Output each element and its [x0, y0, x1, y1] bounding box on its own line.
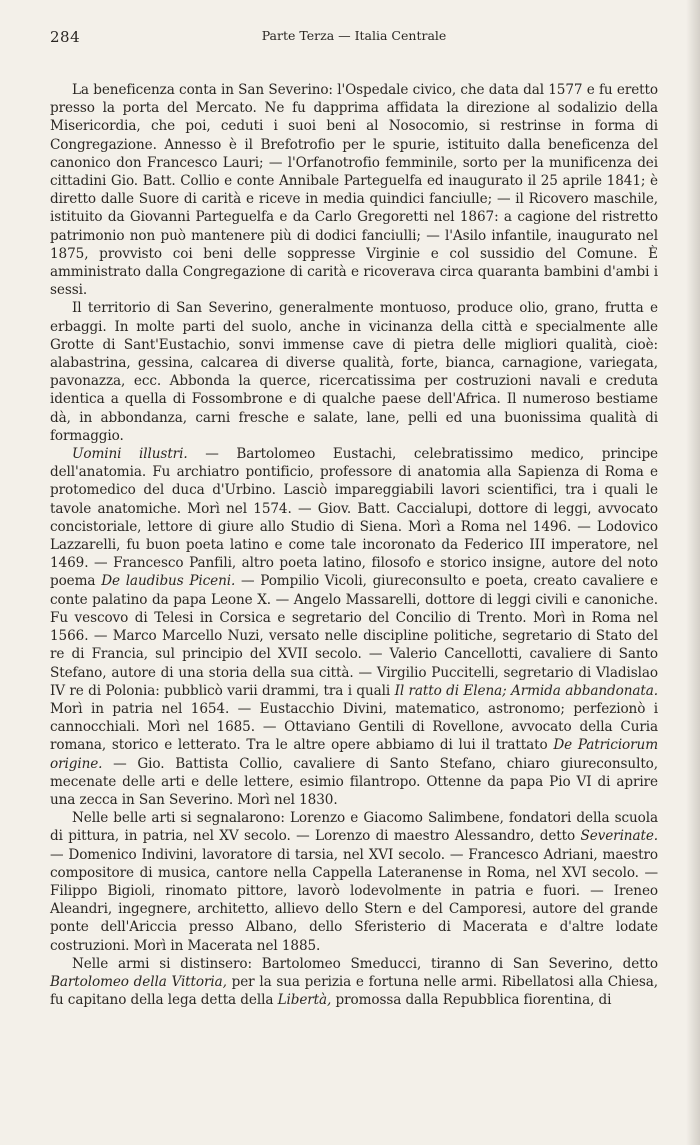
page-edge-shadow [686, 0, 700, 1145]
book-page [50, 28, 658, 1009]
paragraph-illustrious-men: Uomini illustri. — Bartolomeo Eustachi, celebratissimo medico, principe dell'anatomia. Fu archiatro pontificio, professore di anatomia alla Sapienza di Roma e protomedico del duca d'Urbino. Lasciò impareggiabili lavori scientifici, tra i quali le tavole anatomiche. Morì nel 1574. — Giov. Batt. Caccialupi, dottore di leggi, avvocato concistoriale, lettore di giure allo Studio di Siena. Morì a Roma nel 1496. — Lodovico Lazzarelli, fu buon poeta latino e come tale incoronato da Federico III imperatore, nel 1469. — Francesco Panfili, altro poeta latino, filosofo e storico insigne, autore del noto poema De laudibus Piceni. — Pompilio Vicoli, giureconsulto e poeta, creato cavaliere e conte palatino da papa Leone X. — Angelo Massarelli, dottore di leggi civili e canoniche. Fu vescovo di Telesi in Corsica e segretario del Concilio di Trento. Morì in Roma nel 1566. — Marco Marcello Nuzi, versato nelle discipline politiche, segretario di Stato del re di Francia, sul principio del XVII secolo. — Valerio Cancellotti, cavaliere di Santo Stefano, autore di una storia della sua città. — Virgilio Puccitelli, segretario di Vladislao IV re di Polonia: pubblicò varii drammi, tra i quali Il ratto di Elena; Armida abbandonata. Morì in patria nel 1654. — Eustacchio Divini, matematico, astronomo; perfezionò i cannocchiali. Morì nel 1685. — Ottaviano Gentili di Rovellone, avvocato della Curia romana, storico e letterato. Tra le altre opere abbiamo di lui il trattato De Patriciorum origine. — Gio. Battista Collio, cavaliere di Santo Stefano, chiaro giureconsulto, mecenate delle arti e delle lettere, esimio filantropo. Ottenne da papa Pio VI di aprire una zecca in San Severino. Morì nel 1830. [50, 446, 658, 808]
page-number: 284 [50, 28, 81, 46]
page-header [50, 28, 658, 53]
paragraph-arms: Nelle armi si distinsero: Bartolomeo Smeducci, tiranno di San Severino, detto Bartolomeo della Vittoria, per la sua perizia e fortuna nelle armi. Ribellatosi alla Chiesa, fu capitano della lega detta della Libertà, promossa dalla Repubblica fiorentina, di [50, 955, 658, 1009]
paragraph-territory: Il territorio di San Severino, generalmente montuoso, produce olio, grano, frutta e erbaggi. In molte parti del suolo, anche in vicinanza della città e specialmente alle Grotte di Sant'Eustachio, sonvi immense cave di pietra delle migliori qualità, cioè: alabastrina, gessina, calcarea di diverse qualità, forte, bianca, carnagione, variegata, pavonazza, ecc. Abbonda la querce, ricercatissima per costruzioni navali e creduta identica a quella di Fossombrone e di qualche paese dell'Africa. Il numeroso bestiame dà, in abbondanza, carni fresche e salate, lane, pelli ed una buonissima qualità di formaggio. [50, 300, 658, 444]
paragraph-charity: La beneficenza conta in San Severino: l'Ospedale civico, che data dal 1577 e fu eretto presso la porta del Mercato. Ne fu dapprima affidata la direzione al sodalizio della Misericordia, che poi, ceduti i suoi beni al Nosocomio, si restrinse in forma di Congregazione. Annesso è il Brefotrofio per le spurie, istituito dalla beneficenza del canonico don Francesco Lauri; — l'Orfanotrofio femminile, sorto per la munificenza dei cittadini Gio. Batt. Collio e conte Annibale Parteguelfa ed inaugurato il 25 aprile 1841; è diretto dalle Suore di carità e riceve in media quindici fanciulle; — il Ricovero maschile, istituito da Giovanni Parteguelfa e da Carlo Gregoretti nel 1867: a cagione del ristretto patrimonio non può mantenere più di dodici fanciulli; — l'Asilo infantile, inaugurato nel 1875, provvisto coi beni delle soppresse Virginie e col sussidio del Comune. È amministrato dalla Congregazione di carità e ricoverava circa quaranta bambini d'ambi i sessi. [50, 82, 658, 299]
running-title: Parte Terza — Italia Centrale [261, 28, 447, 43]
page-body [50, 81, 658, 1009]
paragraph-fine-arts: Nelle belle arti si segnalarono: Lorenzo e Giacomo Salimbene, fondatori della scuola di pittura, in patria, nel XV secolo. — Lorenzo di maestro Alessandro, detto Severinate. — Domenico Indivini, lavoratore di tarsia, nel XVI secolo. — Francesco Adriani, maestro compositore di musica, cantore nella Cappella Lateranense in Roma, nel XVI secolo. — Filippo Bigioli, rinomato pittore, lavorò lodevolmente in patria e fuori. — Ireneo Aleandri, ingegnere, architetto, allievo dello Stern e del Camporesi, autore del grande ponte dell'Ariccia presso Albano, dello Sferisterio di Macerata e d'altre lodate costruzioni. Morì in Macerata nel 1885. [50, 810, 658, 954]
